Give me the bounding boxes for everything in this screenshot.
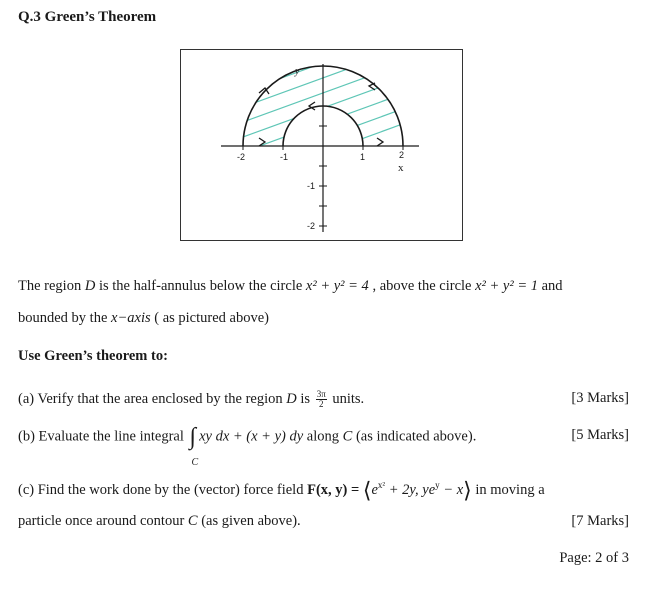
- tick-label-y-neg2: -2: [307, 221, 316, 231]
- part-b: (b) Evaluate the line integral ∫ C xy dx + (x + y) dy along C (as indicated above).: [18, 424, 477, 468]
- page-number: Page: 2 of 3: [559, 550, 629, 566]
- tick-label-x-2: 2: [399, 150, 405, 160]
- part-c-line-2: particle once around contour C (as given above).: [18, 513, 301, 529]
- region-description-line-2: bounded by the x−axis ( as pictured above): [18, 310, 269, 326]
- question-title: Q.3 Green’s Theorem: [18, 9, 157, 25]
- part-a: (a) Verify that the area enclosed by the region D is $\frac{3\pi}{2}$ units.: [18, 389, 365, 409]
- hatch-shading: [221, 50, 441, 190]
- fraction-3pi-over-2: $\frac{3\pi}{2}$: [316, 389, 326, 409]
- line-integral-sign: ∫ C: [189, 424, 199, 468]
- part-c-marks: [7 Marks]: [571, 513, 629, 529]
- x-axis-label: x: [398, 162, 404, 174]
- tick-label-x-neg2: -2: [237, 152, 246, 162]
- half-annulus-diagram: [181, 50, 464, 242]
- instructions-heading: Use Green’s theorem to:: [18, 348, 168, 364]
- part-c-line-1: (c) Find the work done by the (vector) force field F(x, $y) = ⟨e^{x^2} + 2y$, $ye^y$ − x⟩ in moving a: [18, 477, 545, 503]
- region-figure: [180, 49, 463, 241]
- part-b-marks: [5 Marks]: [571, 427, 629, 443]
- tick-label-y-neg1: -1: [307, 181, 316, 191]
- region-description-line-1: The region D is the half-annulus below the circle x² + y² = 4 , above the circle x² + y² = 1 and: [18, 278, 563, 294]
- y-axis-label: y: [295, 66, 300, 77]
- tick-label-x-neg1: -1: [280, 152, 289, 162]
- part-a-marks: [3 Marks]: [571, 390, 629, 406]
- tick-label-x-1: 1: [360, 152, 366, 162]
